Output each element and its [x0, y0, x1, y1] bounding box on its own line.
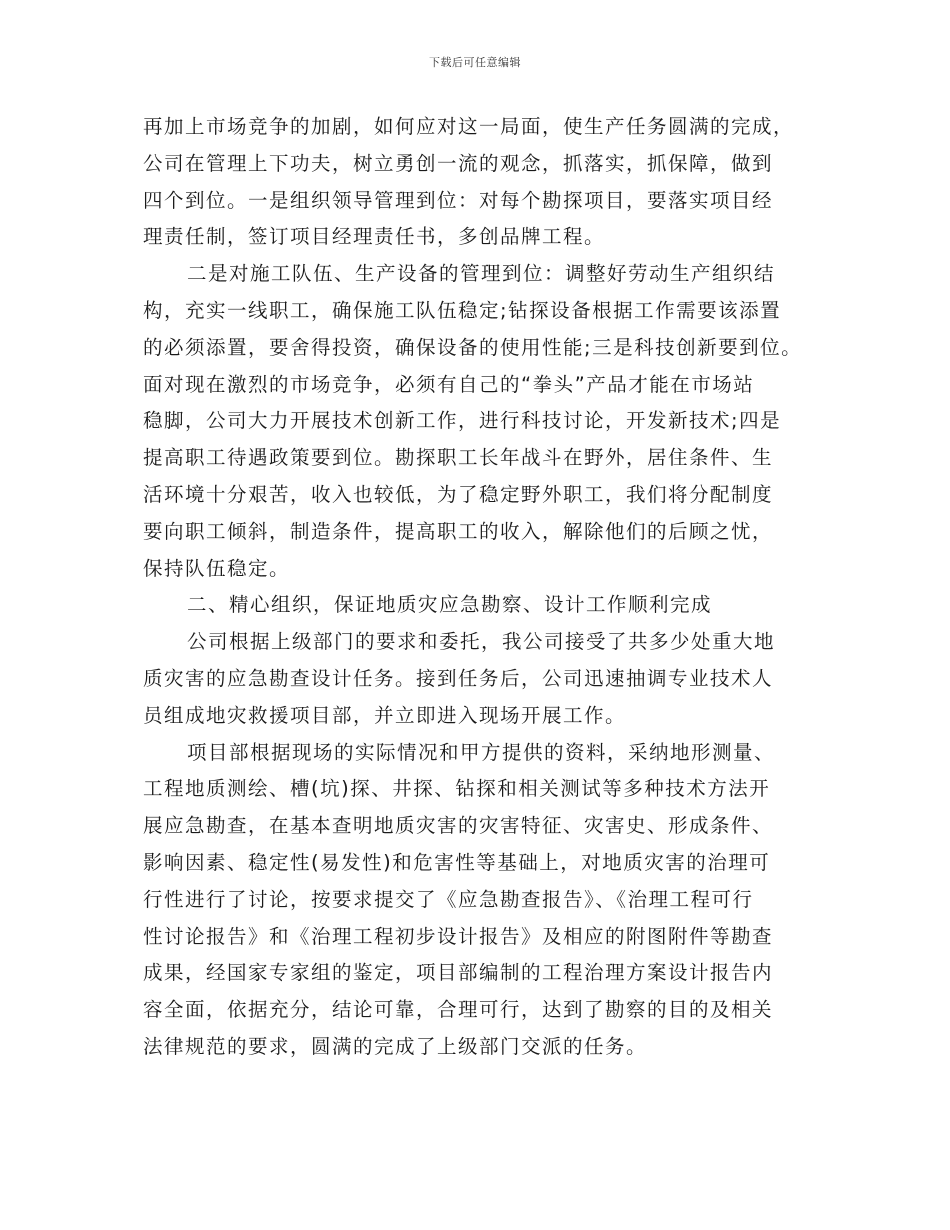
text-line: 的必须添置，要舍得投资，确保设备的使用性能;三是科技创新要到位。 [143, 335, 803, 359]
text-line: 公司根据上级部门的要求和委托，我公司接受了共多少处重大地 [187, 630, 776, 654]
text-line: 展应急勘查，在基本查明地质灾害的灾害特征、灾害史、形成条件、 [143, 814, 774, 838]
text-line: 四个到位。一是组织领导管理到位：对每个勘探项目，要落实项目经 [143, 188, 774, 212]
text-line: 二是对施工队伍、生产设备的管理到位：调整好劳动生产组织结 [187, 262, 776, 286]
page-header: 下载后可任意编辑 [429, 56, 521, 69]
text-line: 提高职工待遇政策要到位。勘探职工长年战斗在野外，居住条件、生 [143, 446, 774, 470]
text-line: 工程地质测绘、槽(坑)探、井探、钻探和相关测试等多种技术方法开 [143, 777, 771, 801]
text-line: 理责任制，签订项目经理责任书，多创品牌工程。 [143, 225, 606, 249]
text-line: 构，充实一线职工，确保施工队伍稳定;钻探设备根据工作需要该添置 [143, 298, 782, 322]
document-body [143, 109, 823, 1066]
text-line: 行性进行了讨论，按要求提交了《应急勘查报告》、《治理工程可行 [143, 887, 754, 911]
text-line: 法律规范的要求，圆满的完成了上级部门交派的任务。 [143, 1034, 648, 1058]
text-line: 性讨论报告》和《治理工程初步设计报告》及相应的附图附件等勘查 [143, 924, 774, 948]
text-line: 稳脚，公司大力开展技术创新工作，进行科技讨论，开发新技术;四是 [143, 409, 782, 433]
text-line: 活环境十分艰苦，收入也较低，为了稳定野外职工，我们将分配制度 [143, 482, 774, 506]
text-line: 公司在管理上下功夫，树立勇创一流的观念，抓落实，抓保障，做到 [143, 151, 774, 175]
text-line: 员组成地灾救援项目部，并立即进入现场开展工作。 [143, 703, 627, 727]
text-line: 要向职工倾斜，制造条件，提高职工的收入，解除他们的后顾之忧， [143, 519, 774, 543]
text-line: 成果，经国家专家组的鉴定，项目部编制的工程治理方案设计报告内 [143, 961, 774, 985]
text-line: 再加上市场竞争的加剧，如何应对这一局面，使生产任务圆满的完成， [143, 115, 795, 138]
text-line: 二、精心组织，保证地质灾应急勘察、设计工作顺利完成 [187, 593, 713, 617]
text-line: 容全面，依据充分，结论可靠，合理可行，达到了勘察的目的及相关 [143, 998, 774, 1022]
text-line: 质灾害的应急勘查设计任务。接到任务后，公司迅速抽调专业技术人 [143, 666, 774, 690]
text-line: 影响因素、稳定性(易发性)和危害性等基础上，对地质灾害的治理可 [143, 850, 771, 874]
text-line: 项目部根据现场的实际情况和甲方提供的资料，采纳地形测量、 [187, 740, 776, 764]
text-line: 面对现在激烈的市场竞争，必须有自己的“拳头”产品才能在市场站 [143, 372, 755, 396]
text-line: 保持队伍稳定。 [143, 556, 291, 580]
